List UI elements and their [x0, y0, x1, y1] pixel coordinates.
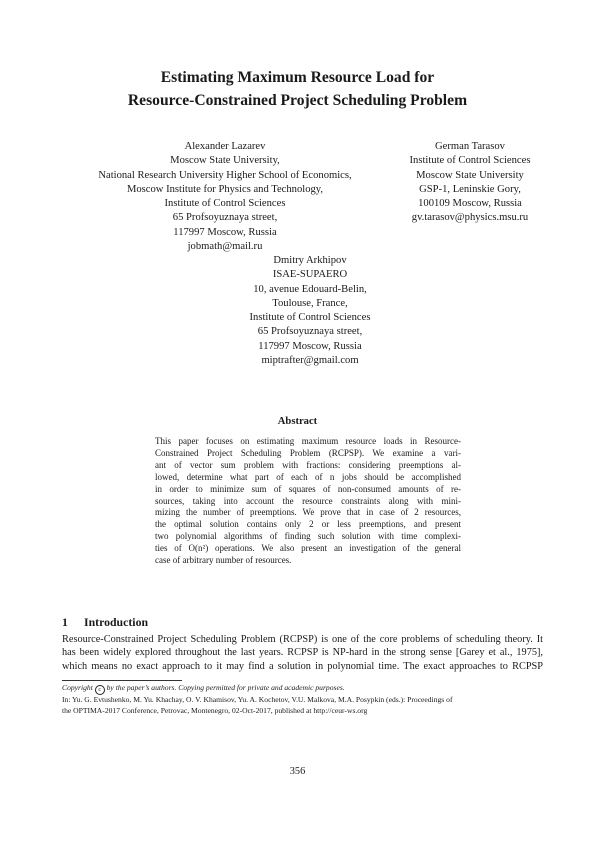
citation-footnote [62, 695, 543, 716]
author-affiliation: Institute of Control Sciences [164, 198, 286, 210]
title-line: Estimating Maximum Resource Load for [160, 69, 435, 86]
author-affiliation: Moscow Institute for Physics and Technology, [126, 183, 324, 195]
body-line: Resource-Constrained Project Scheduling Problem (RCPSP) is one of the core problems of scheduling theory. It [62, 634, 543, 645]
introduction-text [62, 633, 543, 673]
copyright-suffix: by the paper’s authors. Copying permitted for private and academic purposes. [106, 683, 345, 692]
footnote-rule [62, 680, 182, 681]
author-address: Toulouse, France, [272, 297, 348, 309]
title-line: Resource-Constrained Project Scheduling Problem [127, 92, 468, 109]
section-title: Introduction [84, 615, 149, 629]
author-address: 10, avenue Edouard-Belin, [253, 283, 367, 295]
author-address: 65 Profsoyuznaya street, [172, 212, 278, 224]
section-number: 1 [62, 615, 68, 629]
copyright-icon: c [95, 685, 105, 695]
abstract-line: in order to minimize sum of squares of non-consumed amounts of re- [155, 483, 461, 494]
abstract-line: two polynomial algorithms of finding such solution with time complexi- [155, 531, 461, 542]
author-email: gv.tarasov@physics.msu.ru [411, 212, 529, 224]
author-block-arkhipov [210, 254, 410, 368]
author-block-tarasov [370, 140, 570, 226]
author-affiliation: Moscow State University [416, 169, 524, 181]
author-name: Alexander Lazarev [184, 141, 266, 152]
body-line: has been widely explored throughout the last years. RCPSP is NP-hard in the strong sense [Garey et al., 1975], [62, 647, 543, 659]
abstract-body [155, 436, 461, 567]
section-heading [62, 615, 148, 630]
abstract-line: the optimal solution contains only 2 or less preemptions, and present [155, 519, 461, 530]
body-line: which means no exact approach to it may find a solution in polynomial time. The exact approaches to RCPSP [62, 660, 543, 672]
author-affiliation: ISAE-SUPAERO [272, 269, 348, 281]
abstract-line: ant of vector sum problem with fractions: considering preemptions al- [155, 459, 461, 470]
author-affiliation: Moscow State University, [170, 155, 280, 167]
author-name: Dmitry Arkhipov [273, 255, 347, 266]
abstract-line: ties of O(n²) operations. We also present an investigation of the general [155, 543, 461, 554]
author-email: jobmath@mail.ru [187, 241, 263, 253]
author-block-lazarev [60, 140, 390, 254]
citation-line: the OPTIMA-2017 Conference, Petrovac, Montenegro, 02-Oct-2017, published at http://ceur-ws.org [62, 705, 368, 715]
abstract-line: sources, taking into account the resource constraints along with mini- [155, 495, 461, 506]
abstract-line: case of arbitrary number of resources. [155, 555, 292, 566]
page-number: 356 [289, 766, 306, 777]
citation-line: In: Yu. G. Evtushenko, M. Yu. Khachay, O. V. Khamisov, Yu. A. Kochetov, V.U. Malkova, M.A. Posypkin (eds.): Proceedings of [62, 695, 453, 704]
abstract-heading: Abstract [277, 416, 318, 427]
author-affiliation: National Research University Higher School of Economics, [98, 169, 352, 181]
abstract-line: This paper focuses on estimating maximum resource loads in Resource- [155, 436, 461, 446]
copyright-prefix: Copyright [62, 683, 93, 692]
author-email: miptrafter@gmail.com [261, 355, 359, 367]
abstract-line: mizing the number of preemptions. We prove that in case of 2 resources, [155, 507, 461, 518]
author-address: 117997 Moscow, Russia [173, 226, 277, 238]
author-address: GSP-1, Leninskie Gory, [419, 183, 521, 195]
author-affiliation: Institute of Control Sciences [249, 312, 371, 324]
author-affiliation: Institute of Control Sciences [409, 155, 531, 167]
abstract-line: Constrained Project Scheduling Problem (RCPSP). We examine a vari- [155, 447, 461, 458]
copyright-footnote [62, 683, 543, 695]
author-address: 65 Profsoyuznaya street, [257, 326, 363, 338]
author-address: 117997 Moscow, Russia [258, 340, 362, 352]
paper-title [40, 66, 555, 112]
author-name: German Tarasov [435, 141, 505, 152]
author-address: 100109 Moscow, Russia [418, 198, 522, 210]
abstract-line: lowed, determine what part of each of n jobs should be accomplished [155, 471, 461, 482]
